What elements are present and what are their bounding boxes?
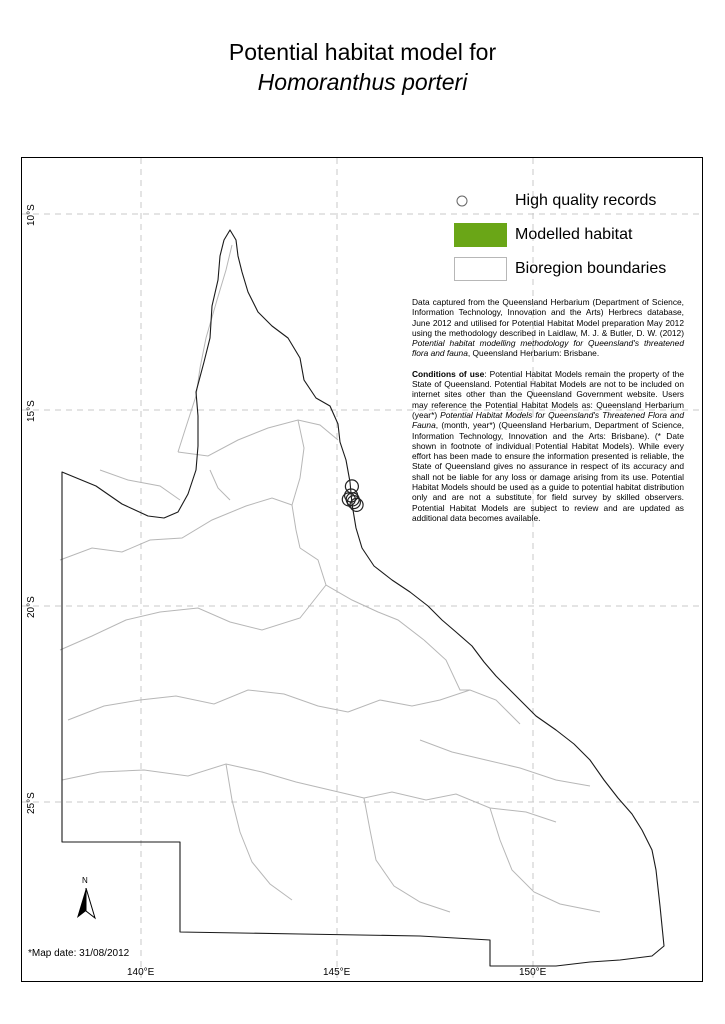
lat-label-20s: 20°S [26,596,37,618]
lon-label-150e: 150°E [519,967,547,978]
data-source-note [412,297,684,359]
north-arrow [74,876,98,920]
lat-label-10s: 10°S [26,204,37,226]
conditions-text: : Potential Habitat Models remain the property of the State of Queensland. Potential Habitat Models are not to be included on internet sites other than the Queensland Government website. Users may reference the Potential Habitat Models as: Queensland Herbarium (year*) [412,368,684,420]
circle-icon [452,188,510,214]
lon-label-140e: 140°E [127,967,155,978]
lat-label-15s: 15°S [26,400,37,422]
conditions-note [412,369,684,523]
north-label: N [82,876,88,885]
data-source-text: Data captured from the Queensland Herbarium (Department of Science, Information Technology, Innovation and the Arts) Herbrecs database, June 2012 and utilised for Potential Habitat Model preparation May 2012 using the methodology described in Laidlaw, M. J. & Butler, D. W. (2012) [412,297,684,338]
methodology-title: Potential habitat modelling methodology for Queensland's threatened flora and fauna [412,338,684,359]
map-notes [412,297,684,533]
legend-label-records: High quality records [515,192,657,209]
species-name: Homoranthus porteri [257,69,468,95]
conditions-text-end: , (month, year*) (Queensland Herbarium, Department of Science, Information Technology, Innovation and the Arts: Brisbane). (* Date shown in footnote of individual Potential Habitat Models). While every effort has been made to ensure the information presented is reliable, the State of Queensland gives no assurance in respect of its accuracy and shall not be liable for any loss or damage arising from its use. Potential Habitat Models should be used as a guide to potential habitat distribution only and are not a substitute for field survey by skilled observers. Potential Habitat Models are subject to review and are updated as additional data becomes available. [412,420,684,523]
north-arrow-icon [74,888,98,920]
map-date: *Map date: 31/08/2012 [28,948,130,959]
models-title: Potential Habitat Models for Queensland's Threatened Flora and Fauna [412,409,684,431]
outline-swatch [452,256,510,282]
conditions-heading: Conditions of use [412,368,485,379]
map-title: Potential habitat model for [228,39,497,65]
legend-label-habitat: Modelled habitat [515,226,633,243]
legend-label-bioregions: Bioregion boundaries [515,260,667,277]
data-source-text-end: , Queensland Herbarium: Brisbane. [467,348,600,359]
green-fill-swatch [452,222,510,248]
lat-label-25s: 25°S [26,792,37,814]
lon-label-145e: 145°E [323,967,351,978]
